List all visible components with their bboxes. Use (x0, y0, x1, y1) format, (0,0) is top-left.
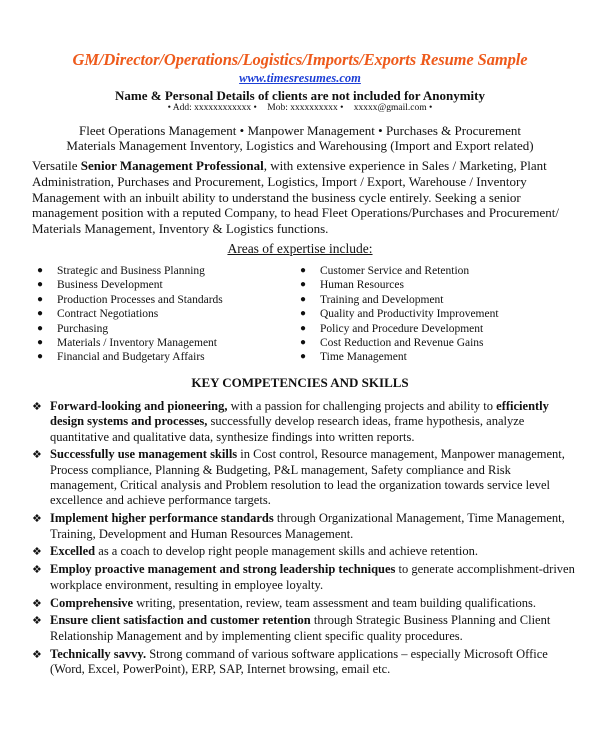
contact-line (0, 103, 600, 113)
focus-areas (0, 123, 600, 153)
list-item: ● Financial and Budgetary Affairs (37, 351, 205, 364)
list-item: ● Time Management (300, 351, 407, 364)
list-item: ● Business Development (37, 279, 163, 292)
bullet-icon: ● (300, 336, 307, 348)
diamond-bullet-icon: ❖ (32, 563, 42, 577)
list-item: ● Contract Negotiations (37, 308, 159, 321)
list-item: ❖ Technically savvy. Strong command of various software applications – especially Microsoft Office (Word, Excel, PowerPoint), ERP, SAP, Internet browsing, email etc. (32, 646, 548, 676)
list-item: ❖ Implement higher performance standards through Organizational Management, Time Management, Training, Development and Human Resources Management. (32, 511, 565, 541)
bullet-icon: ● (300, 351, 307, 363)
list-item: ● Quality and Productivity Improvement (300, 308, 499, 321)
list-item: ● Human Resources (300, 279, 404, 292)
bullet-icon: ● (300, 265, 307, 276)
list-item: ● Cost Reduction and Revenue Gains (300, 336, 484, 349)
competencies-heading: KEY COMPETENCIES AND SKILLS (191, 375, 409, 390)
email-text: xxxxx@gmail.com • (353, 103, 433, 113)
diamond-bullet-icon: ❖ (32, 596, 42, 610)
mobile-text: Mob: xxxxxxxxxx • (267, 103, 344, 113)
bullet-icon: ● (37, 322, 44, 334)
bullet-icon: ● (37, 351, 44, 363)
list-item: ❖ Comprehensive writing, presentation, review, team assessment and team building qualifications. (32, 595, 537, 610)
focus-line-1: Fleet Operations Management • Manpower Management • Purchases & Procurement (79, 123, 521, 138)
summary-lead: Versatile (32, 158, 81, 173)
resume-title: GM/Director/Operations/Logistics/Imports/Exports Resume Sample (72, 50, 528, 69)
list-item: ● Production Processes and Standards (37, 293, 223, 306)
bullet-icon: ● (37, 279, 44, 291)
expertise-list-right (298, 264, 499, 365)
diamond-bullet-icon: ❖ (32, 448, 42, 462)
summary-rest: , with extensive experience in Sales / Marketing, Plant Administration, Purchases and Procurement, Logistics, Import / Export, Warehouse / Inventory Management with an inbuilt ability to understand the business cycle entirely. Seeking a senior management position with a reputed Company, to head Fleet Operations/Purchases and Procurement/ Materials Management, Inventory & Logistics functions. (32, 158, 559, 237)
list-item: ● Purchasing (37, 322, 109, 335)
list-item: ● Training and Development (300, 293, 444, 306)
bullet-icon: ● (37, 308, 44, 320)
bullet-icon: ● (37, 336, 44, 348)
bullet-icon: ● (300, 322, 307, 334)
profile-summary (32, 158, 577, 237)
bullet-icon: ● (37, 265, 44, 276)
anonymity-note: Name & Personal Details of clients are not included for Anonymity (115, 88, 485, 103)
address-text: • Add: xxxxxxxxxxxx • (167, 103, 257, 113)
list-item: ● Customer Service and Retention (300, 265, 470, 277)
bullet-icon: ● (37, 293, 44, 305)
diamond-bullet-icon: ❖ (32, 647, 42, 661)
list-item: ❖ Excelled as a coach to develop right people management skills and achieve retention. (32, 544, 478, 559)
diamond-bullet-icon: ❖ (32, 512, 42, 526)
bullet-icon: ● (300, 279, 307, 291)
list-item: ● Strategic and Business Planning (37, 265, 205, 277)
diamond-bullet-icon: ❖ (32, 400, 42, 413)
summary-bold: Senior Management Professional (80, 158, 264, 173)
website-link[interactable]: www.timesresumes.com (239, 71, 361, 85)
competencies-list (32, 399, 580, 680)
list-item: ● Materials / Inventory Management (37, 336, 217, 349)
expertise-list-left (35, 264, 223, 365)
list-item: ❖ Forward-looking and pioneering, with a passion for challenging projects and ability to efficiently design systems and processes, successfully develop research ideas, frame hypothesis, analyze quantitative and qualitative data, synthesize findings into written reports. (32, 399, 549, 444)
list-item: ❖ Employ proactive management and strong leadership techniques to generate accomplishment-driven workplace environment, resulting in employee loyalty. (32, 562, 575, 592)
focus-line-2: Materials Management Inventory, Logistics and Warehousing (Import and Export related) (66, 138, 534, 153)
bullet-icon: ● (300, 308, 307, 320)
expertise-heading: Areas of expertise include: (227, 241, 373, 256)
diamond-bullet-icon: ❖ (32, 545, 42, 559)
bullet-icon: ● (300, 293, 307, 305)
list-item: ❖ Ensure client satisfaction and customer retention through Strategic Business Planning and Client Relationship Management and by implementing client specific quality procedures. (32, 613, 551, 643)
diamond-bullet-icon: ❖ (32, 614, 42, 628)
list-item: ● Policy and Procedure Development (300, 322, 484, 335)
list-item: ❖ Successfully use management skills in Cost control, Resource management, Manpower management, Process compliance, Planning & Budgeting, P&L management, Safety compliance and Risk management, Critical analysis and Problem resolution to lead the organization towards service level excellence and achieve performance targets. (32, 447, 565, 508)
